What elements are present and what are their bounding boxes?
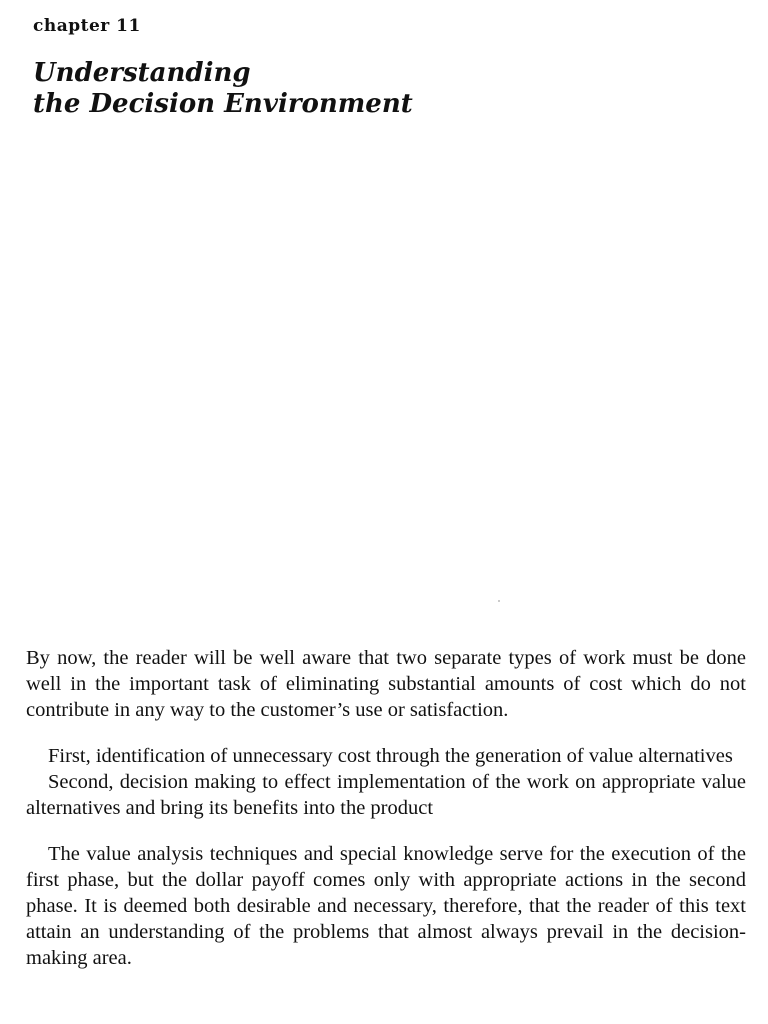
paragraph-value-analysis: The value analysis techniques and special knowledge serve for the execution of the first phase, but the dollar payoff comes only with appropriate actions in the second phase. It is deemed both desirable and necessary, therefore, that the reader of this text attain an understanding of the problems that almost always prevail in the decision-making area. xyxy=(26,843,746,969)
chapter-title xyxy=(33,58,413,120)
paragraph-intro: By now, the reader will be well aware that two separate types of work must be done well in the important task of eliminating substantial amounts of cost which do not contribute in any way to the customer’s use or satisfaction. xyxy=(26,647,746,721)
chapter-title-line-1: Understanding xyxy=(33,58,251,88)
chapter-title-line-2: the Decision Environment xyxy=(33,89,413,119)
chapter-label: chapter 11 xyxy=(33,16,141,36)
page-speck xyxy=(498,600,500,602)
list-item-second: Second, decision making to effect implementation of the work on appropriate value alternatives and bring its benefits into the product xyxy=(26,771,746,819)
body-text xyxy=(26,645,746,971)
list-item-first: First, identification of unnecessary cost through the generation of value alternatives xyxy=(48,745,733,767)
